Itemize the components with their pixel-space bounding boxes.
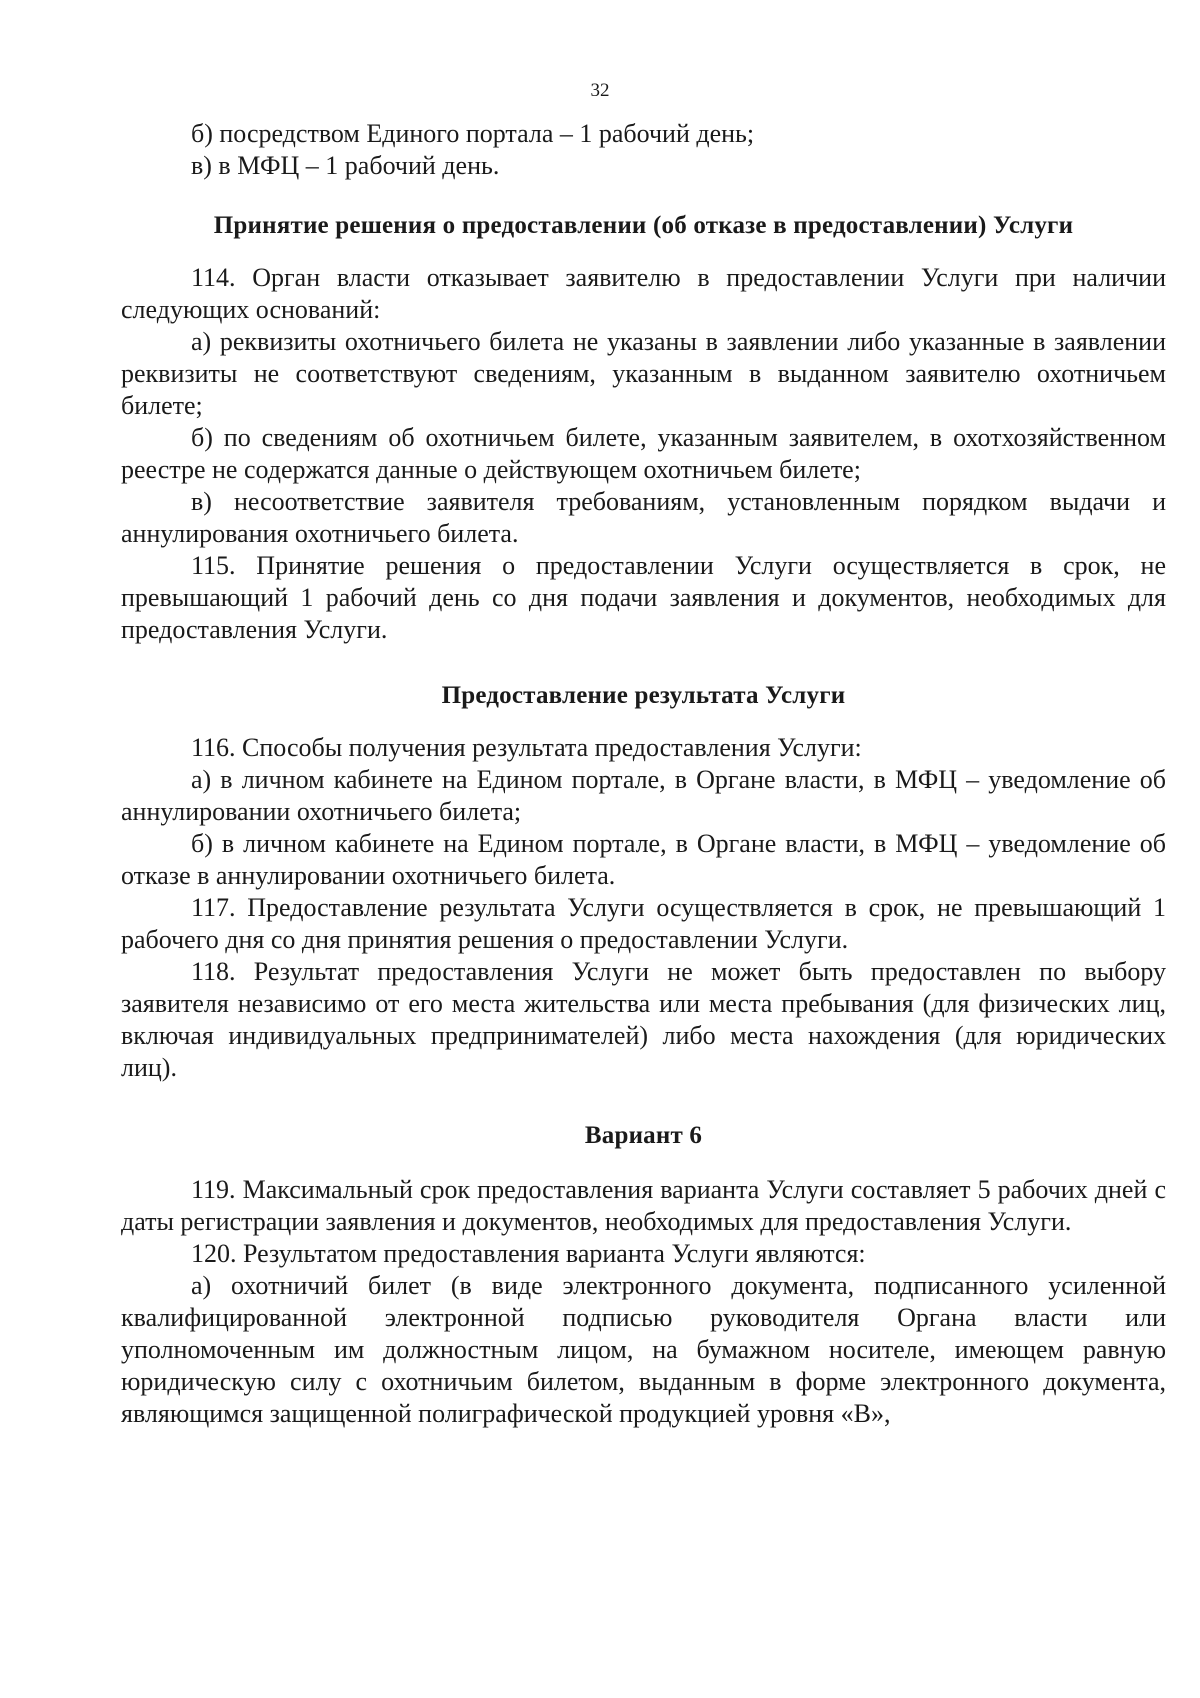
list-item: в) несоответствие заявителя требованиям, установленным порядком выдачи и аннулирования охотничьего билета. (121, 487, 1166, 548)
list-item: а) в личном кабинете на Едином портале, в Органе власти, в МФЦ – уведомление об аннулировании охотничьего билета; (121, 765, 1166, 826)
section-heading-variant-6: Вариант 6 (584, 1122, 703, 1149)
list-item: б) в личном кабинете на Едином портале, в Органе власти, в МФЦ – уведомление об отказе в аннулировании охотничьего билета. (121, 829, 1166, 890)
list-item: б) посредством Единого портала – 1 рабочий день; (191, 119, 755, 148)
paragraph-115: 115. Принятие решения о предоставлении Услуги осуществляется в срок, не превышающий 1 рабочий день со дня подачи заявления и документов, необходимых для предоставления Услуги. (121, 551, 1166, 644)
paragraph-116: 116. Способы получения результата предоставления Услуги: (191, 733, 862, 762)
paragraph-119: 119. Максимальный срок предоставления варианта Услуги составляет 5 рабочих дней с даты регистрации заявления и документов, необходимых для предоставления Услуги. (121, 1175, 1166, 1236)
section-heading-decision: Принятие решения о предоставлении (об отказе в предоставлении) Услуги (213, 212, 1074, 239)
list-item: а) охотничий билет (в виде электронного документа, подписанного усиленной квалифицированной электронной подписью руководителя Органа власти или уполномоченным им должностным лицом, на бумажном носителе, имеющем равную юридическую силу с охотничьим билетом, выданным в форме электронного документа, являющимся защищенной полиграфической продукцией уровня «В», (121, 1271, 1166, 1428)
page-number: 32 (590, 80, 610, 101)
paragraph-118: 118. Результат предоставления Услуги не может быть предоставлен по выбору заявителя независимо от его места жительства или места пребывания (для физических лиц, включая индивидуальных предпринимателей) либо места нахождения (для юридических лиц). (121, 957, 1166, 1082)
paragraph-117: 117. Предоставление результата Услуги осуществляется в срок, не превышающий 1 рабочего дня со дня принятия решения о предоставлении Услуги. (121, 893, 1166, 954)
paragraph-120: 120. Результатом предоставления варианта Услуги являются: (191, 1239, 866, 1268)
list-item: а) реквизиты охотничьего билета не указаны в заявлении либо указанные в заявлении реквизиты не соответствуют сведениям, указанным в выданном заявителю охотничьем билете; (121, 327, 1166, 420)
section-heading-result: Предоставление результата Услуги (441, 682, 846, 709)
paragraph-114: 114. Орган власти отказывает заявителю в предоставлении Услуги при наличии следующих оснований: (121, 263, 1166, 324)
list-item: в) в МФЦ – 1 рабочий день. (191, 151, 500, 180)
list-item: б) по сведениям об охотничьем билете, указанным заявителем, в охотхозяйственном реестре не содержатся данные о действующем охотничьем билете; (121, 423, 1166, 484)
document-body (121, 118, 1166, 1430)
